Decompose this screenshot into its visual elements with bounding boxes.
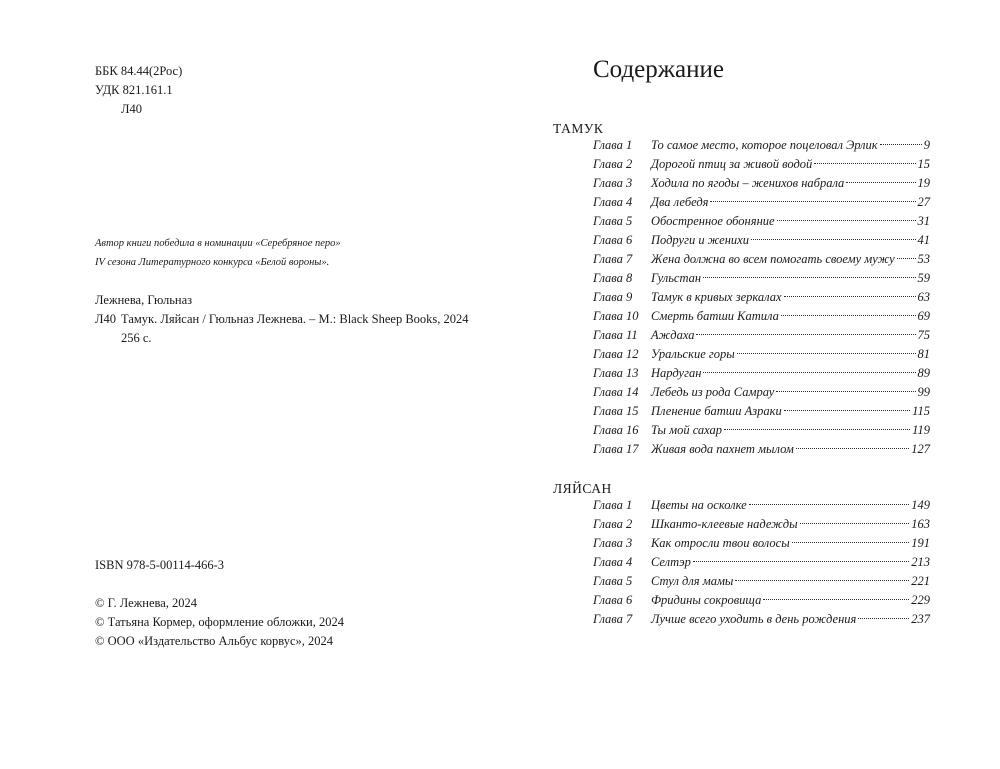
toc-chapter-number: Глава 4 — [593, 195, 633, 209]
toc-page-number: 9 — [923, 138, 930, 152]
toc-page-number: 27 — [917, 195, 930, 209]
toc-entry[interactable] — [593, 250, 930, 269]
toc-dot-leader — [724, 429, 910, 430]
toc-chapter-title: Обостренное обоняние — [651, 214, 775, 228]
toc-page-number: 213 — [911, 555, 930, 569]
toc-entry[interactable] — [593, 440, 930, 459]
toc-entry[interactable] — [593, 496, 930, 515]
toc-page-number: 163 — [911, 517, 930, 531]
toc-entry[interactable] — [593, 288, 930, 307]
toc-page-number: 115 — [912, 404, 930, 418]
toc-entry[interactable] — [593, 326, 930, 345]
toc-chapter-number: Глава 2 — [593, 517, 633, 531]
toc-entry-line — [651, 174, 930, 193]
toc-chapter-number: Глава 3 — [593, 536, 633, 550]
toc-entry-line — [651, 288, 930, 307]
toc-dot-leader — [880, 144, 922, 145]
toc-chapter-title: Дорогой птиц за живой водой — [651, 157, 813, 171]
toc-entry-line — [651, 345, 930, 364]
toc-chapter-title: Жена должна во всем помогать своему мужу — [651, 252, 895, 266]
toc-chapter-title: Тамук в кривых зеркалах — [651, 290, 782, 304]
toc-page-number: 229 — [911, 593, 930, 607]
toc-chapter-title: Стул для мамы — [651, 574, 734, 588]
toc-entry[interactable] — [593, 231, 930, 250]
toc-page-number: 149 — [911, 498, 930, 512]
toc-entry-line — [651, 496, 930, 515]
bbk-code: ББК 84.44(2Рос) — [95, 64, 183, 78]
toc-entry-line — [651, 383, 930, 402]
toc-dot-leader — [735, 580, 909, 581]
toc-chapter-title: Фридины сокровища — [651, 593, 762, 607]
toc-page-number: 59 — [917, 271, 930, 285]
toc-chapter-number: Глава 16 — [593, 423, 639, 437]
toc-chapter-title: Лебедь из рода Самрау — [651, 385, 775, 399]
copyright-cover: © Татьяна Кормер, оформление обложки, 2024 — [95, 615, 344, 629]
toc-entry-line — [651, 326, 930, 345]
toc-dot-leader — [749, 504, 910, 505]
toc-chapter-number: Глава 13 — [593, 366, 639, 380]
award-note-line-2: IV сезона Литературного конкурса «Белой вороны». — [95, 257, 330, 268]
toc-chapter-number: Глава 7 — [593, 252, 633, 266]
copyright-author: © Г. Лежнева, 2024 — [95, 596, 198, 610]
toc-entry[interactable] — [593, 402, 930, 421]
toc-dot-leader — [703, 277, 915, 278]
toc-chapter-title: Лучше всего уходить в день рождения — [651, 612, 857, 626]
toc-entry[interactable] — [593, 610, 930, 629]
toc-page — [500, 0, 1000, 769]
toc-chapter-number: Глава 9 — [593, 290, 633, 304]
toc-entry-line — [651, 193, 930, 212]
toc-chapter-title: Пленение батши Азраки — [651, 404, 782, 418]
toc-dot-leader — [814, 163, 915, 164]
toc-dot-leader — [846, 182, 915, 183]
toc-entry-line — [651, 572, 930, 591]
toc-chapter-title: То самое место, которое поцеловал Эрлик — [651, 138, 878, 152]
toc-chapter-number: Глава 1 — [593, 498, 633, 512]
toc-page-number: 221 — [911, 574, 930, 588]
toc-page-number: 237 — [911, 612, 930, 626]
toc-entry[interactable] — [593, 383, 930, 402]
toc-entry[interactable] — [593, 212, 930, 231]
isbn: ISBN 978-5-00114-466-3 — [95, 558, 225, 572]
toc-dot-leader — [696, 334, 915, 335]
part-title-lyaysan: ЛЯЙСАН — [553, 481, 612, 496]
toc-entry-line — [651, 515, 930, 534]
toc-entry-line — [651, 136, 930, 155]
toc-page-number: 119 — [912, 423, 930, 437]
toc-entry[interactable] — [593, 345, 930, 364]
toc-title: Содержание — [593, 56, 724, 83]
toc-entry[interactable] — [593, 364, 930, 383]
toc-chapter-number: Глава 5 — [593, 574, 633, 588]
toc-chapter-number: Глава 8 — [593, 271, 633, 285]
toc-entry[interactable] — [593, 553, 930, 572]
toc-chapter-title: Гульстан — [651, 271, 702, 285]
toc-page-number: 19 — [917, 176, 930, 190]
author-mark: Л40 — [121, 102, 142, 116]
toc-chapter-number: Глава 15 — [593, 404, 639, 418]
toc-chapter-number: Глава 1 — [593, 138, 633, 152]
toc-chapter-number: Глава 5 — [593, 214, 633, 228]
toc-entry-line — [651, 440, 930, 459]
toc-entry[interactable] — [593, 269, 930, 288]
toc-page-number: 63 — [917, 290, 930, 304]
toc-entry-line — [651, 610, 930, 629]
toc-chapter-title: Живая вода пахнет мылом — [651, 442, 794, 456]
toc-dot-leader — [693, 561, 909, 562]
toc-entry-line — [651, 591, 930, 610]
toc-dot-leader — [796, 448, 909, 449]
toc-entry-line — [651, 212, 930, 231]
toc-chapter-number: Глава 7 — [593, 612, 633, 626]
toc-entry-line — [651, 307, 930, 326]
toc-entry-line — [651, 250, 930, 269]
toc-entry[interactable] — [593, 136, 930, 155]
toc-chapter-title: Цветы на осколке — [651, 498, 747, 512]
toc-chapter-title: Шканто-клеевые надежды — [651, 517, 798, 531]
toc-chapter-number: Глава 2 — [593, 157, 633, 171]
toc-entry[interactable] — [593, 572, 930, 591]
toc-entry-line — [651, 553, 930, 572]
toc-entry[interactable] — [593, 591, 930, 610]
toc-entry[interactable] — [593, 421, 930, 440]
toc-chapter-number: Глава 17 — [593, 442, 639, 456]
toc-page-number: 31 — [917, 214, 930, 228]
toc-entry-line — [651, 269, 930, 288]
toc-chapter-number: Глава 6 — [593, 233, 633, 247]
toc-chapter-title: Ты мой сахар — [651, 423, 723, 437]
catalog-entry: Тамук. Ляйсан / Гюльназ Лежнева. – М.: Black Sheep Books, 2024 — [121, 312, 469, 326]
toc-page-number: 81 — [917, 347, 930, 361]
toc-entry[interactable] — [593, 174, 930, 193]
toc-page-number: 89 — [917, 366, 930, 380]
toc-dot-leader — [763, 599, 909, 600]
author-heading: Лежнева, Гюльназ — [95, 293, 193, 307]
toc-chapter-title: Ходила по ягоды – женихов набрала — [651, 176, 845, 190]
toc-entry-line — [651, 231, 930, 250]
toc-page-number: 41 — [917, 233, 930, 247]
catalog-code: Л40 — [95, 312, 116, 326]
toc-page-number: 127 — [911, 442, 930, 456]
toc-list-lyaysan — [593, 496, 930, 629]
toc-dot-leader — [784, 296, 916, 297]
toc-list-tamuk — [593, 136, 930, 459]
toc-entry-line — [651, 421, 930, 440]
toc-entry[interactable] — [593, 155, 930, 174]
toc-dot-leader — [897, 258, 916, 259]
page-count: 256 с. — [121, 331, 152, 345]
toc-chapter-title: Смерть батши Катила — [651, 309, 779, 323]
toc-chapter-title: Уральские горы — [651, 347, 735, 361]
toc-chapter-number: Глава 11 — [593, 328, 638, 342]
award-note-line-1: Автор книги победила в номинации «Серебряное перо» — [95, 238, 341, 249]
toc-chapter-title: Подруги и женихи — [651, 233, 749, 247]
toc-chapter-title: Два лебедя — [651, 195, 709, 209]
toc-page-number: 99 — [917, 385, 930, 399]
toc-page-number: 191 — [911, 536, 930, 550]
toc-dot-leader — [800, 523, 910, 524]
toc-chapter-number: Глава 6 — [593, 593, 633, 607]
toc-page-number: 53 — [917, 252, 930, 266]
toc-chapter-number: Глава 14 — [593, 385, 639, 399]
toc-chapter-title: Как отросли твои волосы — [651, 536, 790, 550]
toc-dot-leader — [858, 618, 909, 619]
toc-chapter-title: Селтэр — [651, 555, 691, 569]
toc-chapter-number: Глава 10 — [593, 309, 639, 323]
toc-dot-leader — [784, 410, 910, 411]
part-title-tamuk: ТАМУК — [553, 121, 604, 136]
toc-dot-leader — [776, 391, 915, 392]
toc-dot-leader — [710, 201, 915, 202]
toc-entry-line — [651, 402, 930, 421]
toc-page-number: 75 — [917, 328, 930, 342]
toc-entry-line — [651, 155, 930, 174]
toc-chapter-title: Нардуган — [651, 366, 702, 380]
toc-dot-leader — [777, 220, 916, 221]
toc-dot-leader — [781, 315, 916, 316]
toc-entry-line — [651, 364, 930, 383]
toc-entry[interactable] — [593, 534, 930, 553]
toc-dot-leader — [751, 239, 916, 240]
toc-dot-leader — [792, 542, 910, 543]
udk-code: УДК 821.161.1 — [95, 83, 173, 97]
toc-entry-line — [651, 534, 930, 553]
toc-chapter-number: Глава 3 — [593, 176, 633, 190]
toc-entry[interactable] — [593, 193, 930, 212]
toc-page-number: 69 — [917, 309, 930, 323]
toc-chapter-number: Глава 4 — [593, 555, 633, 569]
toc-page-number: 15 — [917, 157, 930, 171]
toc-chapter-number: Глава 12 — [593, 347, 639, 361]
toc-entry[interactable] — [593, 515, 930, 534]
copyright-publisher: © ООО «Издательство Альбус корвус», 2024 — [95, 634, 334, 648]
toc-dot-leader — [737, 353, 916, 354]
toc-dot-leader — [703, 372, 915, 373]
toc-chapter-title: Аждаха — [651, 328, 695, 342]
toc-entry[interactable] — [593, 307, 930, 326]
